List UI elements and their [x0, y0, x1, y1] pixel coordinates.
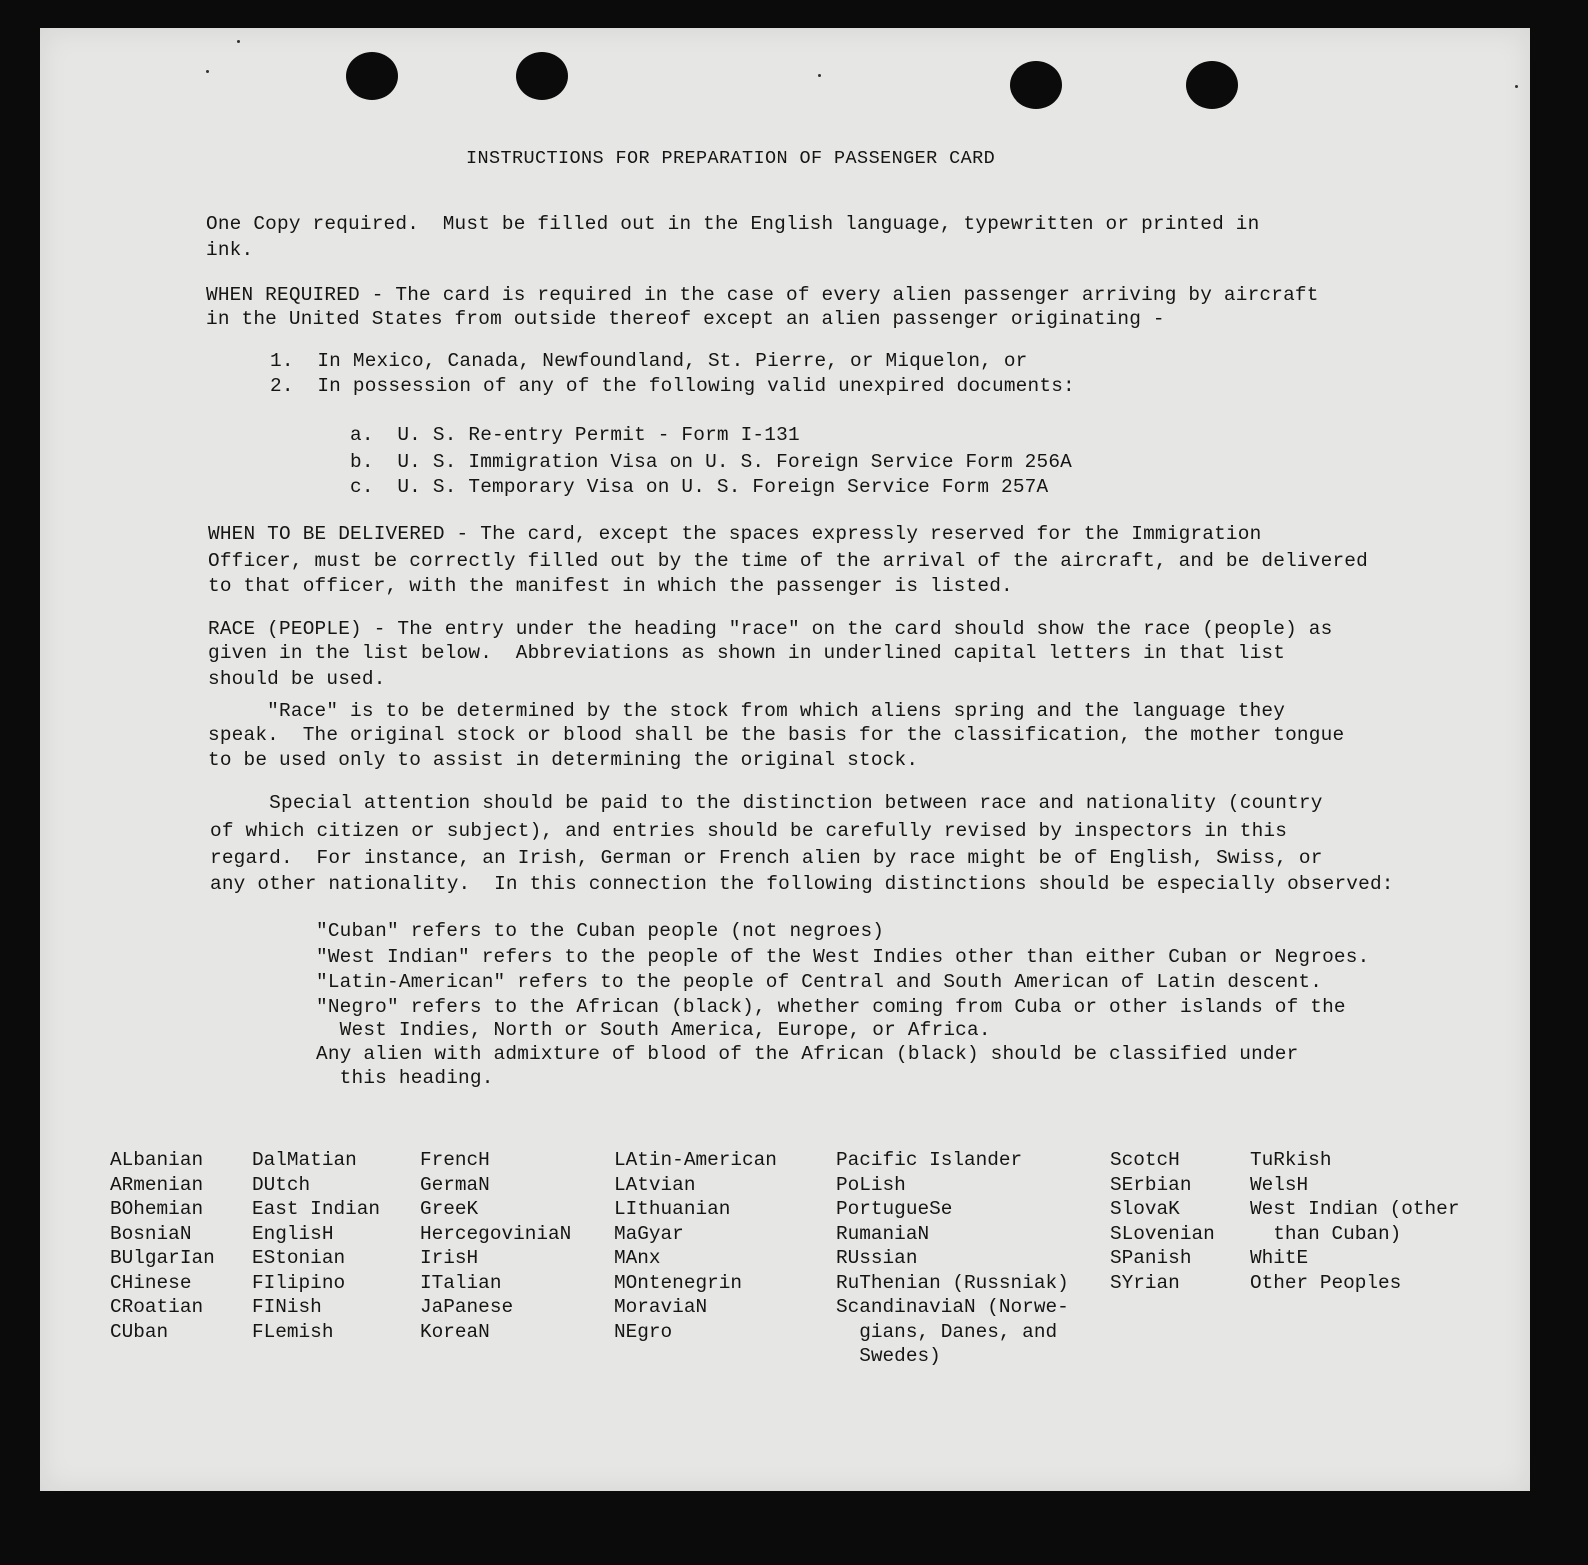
race-list-column — [252, 1148, 380, 1344]
race-entry: RUssian — [836, 1247, 918, 1269]
distinction-line: "Negro" refers to the African (black), whether coming from Cuba or other islands of the — [316, 996, 1346, 1018]
distinction-line: "Latin-American" refers to the people of Central and South American of Latin descent. — [316, 971, 1323, 993]
race-entry: PoLish — [836, 1173, 906, 1196]
race-entry: GreeK — [420, 1198, 479, 1220]
punch-hole — [1186, 61, 1238, 109]
race-entry: EnglisH — [252, 1222, 334, 1245]
race-entry: SYrian — [1110, 1271, 1180, 1294]
race-entry: CUban — [110, 1320, 169, 1343]
race-entry: RuThenian (Russniak) — [836, 1271, 1069, 1294]
numbered-item: 1. In Mexico, Canada, Newfoundland, St. Pierre, or Miquelon, or — [270, 350, 1028, 372]
punch-hole — [516, 52, 568, 100]
race-entry: ITalian — [420, 1271, 502, 1294]
race-list-column — [836, 1148, 1069, 1369]
race-entry: LAtvian — [614, 1173, 696, 1196]
distinction-line: "Cuban" refers to the Cuban people (not negroes) — [316, 920, 885, 942]
race-entry: LIthuanian — [614, 1198, 731, 1220]
race-entry: FLemish — [252, 1320, 334, 1343]
race-people-line: given in the list below. Abbreviations as shown in underlined capital letters in that list — [208, 642, 1286, 664]
race-entry: CRoatian — [110, 1296, 204, 1318]
race-list-column — [110, 1148, 215, 1344]
race-entry: Swedes) — [836, 1345, 941, 1367]
race-entry: BUlgarIan — [110, 1247, 215, 1269]
race-entry: LAtin-American — [614, 1149, 777, 1171]
when-delivered-line: to that officer, with the manifest in which the passenger is listed. — [208, 575, 1013, 597]
race-entry: HercegoviniaN — [420, 1222, 572, 1245]
race-entry: MaGyar — [614, 1222, 684, 1245]
race-entry: Pacific Islander — [836, 1149, 1023, 1171]
race-entry: TuRkish — [1250, 1149, 1332, 1171]
paper-speck — [206, 70, 209, 73]
lettered-item: a. U. S. Re-entry Permit - Form I-131 — [350, 424, 800, 446]
distinction-line: West Indies, North or South America, Europe, or Africa. — [316, 1019, 991, 1041]
race-entry: SPanish — [1110, 1247, 1192, 1269]
race-entry: FrencH — [420, 1149, 490, 1171]
race-entry: FINish — [252, 1296, 322, 1318]
distinction-line: Any alien with admixture of blood of the African (black) should be classified under — [316, 1043, 1299, 1065]
race-definition-line: to be used only to assist in determining the original stock. — [208, 749, 919, 771]
race-entry: KoreaN — [420, 1320, 490, 1343]
distinction-line: this heading. — [316, 1067, 494, 1089]
race-entry: EStonian — [252, 1247, 346, 1269]
race-entry: BOhemian — [110, 1198, 204, 1220]
special-attention-line: any other nationality. In this connection the following distinctions should be especially observed: — [210, 873, 1394, 895]
race-entry: SErbian — [1110, 1173, 1192, 1196]
paper-speck — [1515, 85, 1518, 88]
race-entry: Other Peoples — [1250, 1271, 1402, 1294]
race-entry: MoraviaN — [614, 1296, 708, 1318]
race-entry: DalMatian — [252, 1149, 357, 1171]
lettered-item: c. U. S. Temporary Visa on U. S. Foreign Service Form 257A — [350, 476, 1049, 498]
race-entry: SLovenian — [1110, 1222, 1215, 1245]
special-attention-line: of which citizen or subject), and entries should be carefully revised by inspectors in this — [210, 820, 1288, 842]
race-entry: DUtch — [252, 1173, 311, 1196]
race-entry: SlovaK — [1110, 1198, 1180, 1220]
race-list-column — [1250, 1148, 1459, 1295]
race-entry: East Indian — [252, 1198, 380, 1220]
punch-hole — [346, 52, 398, 100]
race-entry: MAnx — [614, 1247, 661, 1269]
race-entry: ARmenian — [110, 1173, 204, 1196]
special-attention-line: regard. For instance, an Irish, German or French alien by race might be of English, Swiss, or — [210, 847, 1323, 869]
paper-speck — [818, 74, 821, 77]
intro-line: ink. — [206, 239, 254, 261]
race-entry: ScotcH — [1110, 1149, 1180, 1171]
race-people-line: RACE (PEOPLE) - The entry under the heading "race" on the card should show the race (people) as — [208, 618, 1333, 640]
race-people-line: should be used. — [208, 668, 386, 690]
race-definition-line: "Race" is to be determined by the stock from which aliens spring and the language they — [208, 700, 1286, 722]
when-required-line: WHEN REQUIRED - The card is required in the case of every alien passenger arriving by aircraft — [206, 284, 1319, 306]
special-attention-line: Special attention should be paid to the distinction between race and nationality (country — [210, 792, 1323, 814]
when-delivered-line: Officer, must be correctly filled out by the time of the arrival of the aircraft, and be delivered — [208, 550, 1368, 572]
race-entry: IrisH — [420, 1247, 479, 1269]
race-entry: than Cuban) — [1250, 1222, 1402, 1245]
race-entry: ScandinaviaN (Norwe- — [836, 1296, 1069, 1318]
race-entry: GermaN — [420, 1173, 490, 1196]
race-entry: FIlipino — [252, 1271, 346, 1294]
paper-speck — [237, 40, 240, 43]
race-list-column — [1110, 1148, 1215, 1295]
race-list-column — [420, 1148, 571, 1344]
race-entry: JaPanese — [420, 1296, 514, 1318]
race-entry: RumaniaN — [836, 1222, 930, 1245]
race-entry: MOntenegrin — [614, 1271, 742, 1294]
when-required-line: in the United States from outside thereof except an alien passenger originating - — [206, 308, 1165, 330]
race-entry: WhitE — [1250, 1247, 1309, 1269]
race-definition-line: speak. The original stock or blood shall be the basis for the classification, the mother tongue — [208, 724, 1345, 746]
distinction-line: "West Indian" refers to the people of the West Indies other than either Cuban or Negroes. — [316, 946, 1370, 968]
race-entry: CHinese — [110, 1271, 192, 1294]
when-delivered-line: WHEN TO BE DELIVERED - The card, except the spaces expressly reserved for the Immigration — [208, 523, 1262, 545]
intro-line: One Copy required. Must be filled out in the English language, typewritten or printed in — [206, 213, 1260, 235]
race-entry: WelsH — [1250, 1173, 1309, 1196]
race-list-column — [614, 1148, 777, 1344]
race-entry: NEgro — [614, 1320, 673, 1343]
race-entry: ALbanian — [110, 1149, 204, 1171]
page-title: INSTRUCTIONS FOR PREPARATION OF PASSENGER CARD — [466, 148, 996, 169]
race-entry: BosniaN — [110, 1222, 192, 1245]
race-entry: PortugueSe — [836, 1198, 953, 1220]
race-entry: West Indian (other — [1250, 1198, 1460, 1220]
race-entry: gians, Danes, and — [836, 1320, 1058, 1343]
numbered-item: 2. In possession of any of the following valid unexpired documents: — [270, 375, 1075, 397]
punch-hole — [1010, 61, 1062, 109]
lettered-item: b. U. S. Immigration Visa on U. S. Foreign Service Form 256A — [350, 451, 1073, 473]
